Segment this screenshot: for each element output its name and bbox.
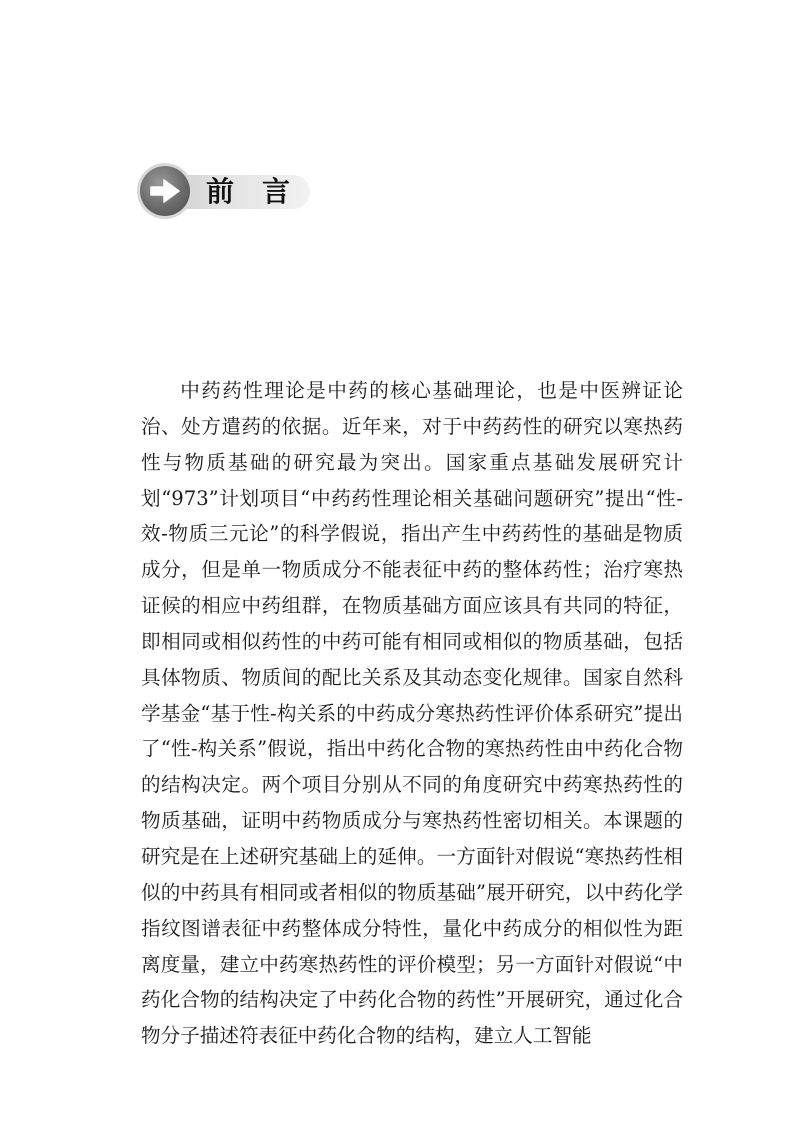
page-title: 前言 xyxy=(206,175,319,208)
heading-icon-badge xyxy=(140,166,190,216)
body-paragraph: 中药药性理论是中药的核心基础理论，也是中医辨证论治、处方遣药的依据。近年来，对于中药药性的研究以寒热药性与物质基础的研究最为突出。国家重点基础发展研究计划“973”计划项目“中药药性理论相关基础问题研究”提出“性-效-物质三元论”的科学假说，指出产生中药药性的基础是物质成分，但是单一物质成分不能表征中药的整体药性；治疗寒热证候的相应中药组群，在物质基础方面应该具有共同的特征，即相同或相似药性的中药可能有相同或相似的物质基础，包括具体物质、物质间的配比关系及其动态变化规律。国家自然科学基金“基于性-构关系的中药成分寒热药性评价体系研究”提出了“性-构关系”假说，指出中药化合物的寒热药性由中药化合物的结构决定。两个项目分别从不同的角度研究中药寒热药性的物质基础，证明中药物质成分与寒热药性密切相关。本课题的研究是在上述研究基础上的延伸。一方面针对假说“寒热药性相似的中药具有相同或者相似的物质基础”展开研究，以中药化学指纹图谱表征中药整体成分特性，量化中药成分的相似性为距离度量，建立中药寒热药性的评价模型；另一方面针对假说“中药化合物的结构决定了中药化合物的药性”开展研究，通过化合物分子描述符表征中药化合物的结构，建立人工智能 xyxy=(141,379,683,1048)
section-heading xyxy=(140,166,319,216)
arrow-right-icon xyxy=(149,177,181,205)
